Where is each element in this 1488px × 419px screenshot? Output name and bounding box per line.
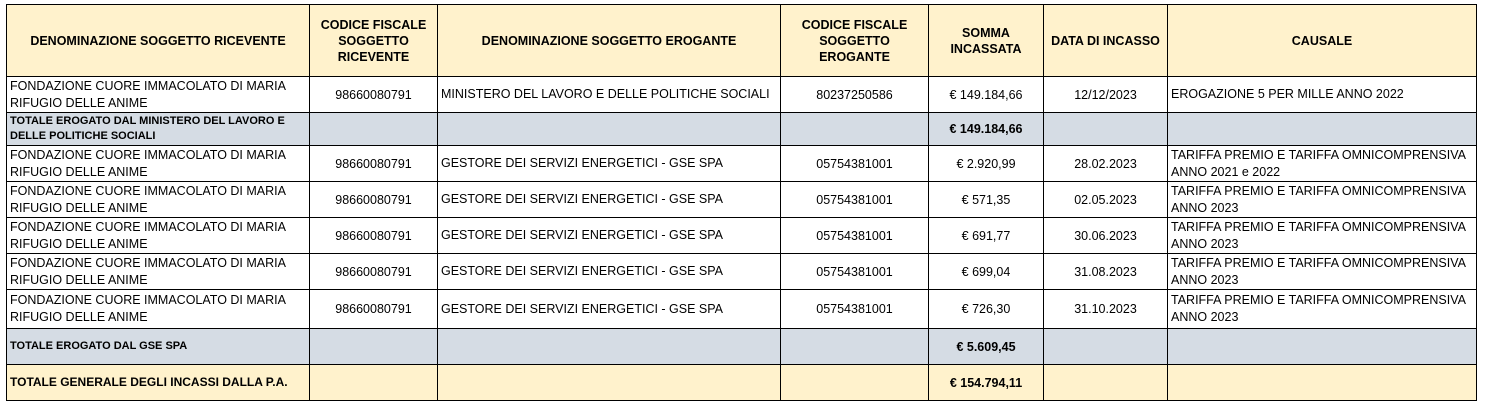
- cell-ricevente: FONDAZIONE CUORE IMMACOLATO DI MARIA RIFUGIO DELLE ANIME: [7, 182, 310, 218]
- cell-data: 31.10.2023: [1044, 290, 1168, 329]
- cell-cf-ricevente: 98660080791: [310, 218, 438, 254]
- cell-ricevente: FONDAZIONE CUORE IMMACOLATO DI MARIA RIFUGIO DELLE ANIME: [7, 254, 310, 290]
- header-ricevente: DENOMINAZIONE SOGGETTO RICEVENTE: [7, 5, 310, 77]
- subtotal-value: € 5.609,45: [929, 329, 1044, 365]
- table-row: [7, 182, 1477, 218]
- empty-cell: [1044, 113, 1168, 146]
- cell-erogante: GESTORE DEI SERVIZI ENERGETICI - GSE SPA: [438, 254, 781, 290]
- table-row: [7, 77, 1477, 113]
- cell-cf-ricevente: 98660080791: [310, 146, 438, 182]
- grand-total-value: € 154.794,11: [929, 365, 1044, 401]
- table-row: [7, 254, 1477, 290]
- cell-erogante: MINISTERO DEL LAVORO E DELLE POLITICHE SOCIALI: [438, 77, 781, 113]
- header-erogante: DENOMINAZIONE SOGGETTO EROGANTE: [438, 5, 781, 77]
- cell-erogante: GESTORE DEI SERVIZI ENERGETICI - GSE SPA: [438, 218, 781, 254]
- cell-cf-ricevente: 98660080791: [310, 290, 438, 329]
- cell-somma: € 2.920,99: [929, 146, 1044, 182]
- cell-cf-erogante: 05754381001: [781, 290, 929, 329]
- cell-causale: TARIFFA PREMIO E TARIFFA OMNICOMPRENSIVA ANNO 2023: [1168, 218, 1477, 254]
- table-row: [7, 218, 1477, 254]
- cell-ricevente: FONDAZIONE CUORE IMMACOLATO DI MARIA RIFUGIO DELLE ANIME: [7, 290, 310, 329]
- cell-cf-erogante: 05754381001: [781, 146, 929, 182]
- empty-cell: [310, 365, 438, 401]
- header-cf-ricevente: CODICE FISCALE SOGGETTO RICEVENTE: [310, 5, 438, 77]
- empty-cell: [781, 365, 929, 401]
- cell-cf-erogante: 05754381001: [781, 254, 929, 290]
- empty-cell: [438, 365, 781, 401]
- cell-somma: € 726,30: [929, 290, 1044, 329]
- cell-cf-erogante: 05754381001: [781, 182, 929, 218]
- empty-cell: [1044, 329, 1168, 365]
- cell-data: 12/12/2023: [1044, 77, 1168, 113]
- cell-causale: TARIFFA PREMIO E TARIFFA OMNICOMPRENSIVA ANNO 2023: [1168, 182, 1477, 218]
- cell-erogante: GESTORE DEI SERVIZI ENERGETICI - GSE SPA: [438, 290, 781, 329]
- subtotal-row-ministero: [7, 113, 1477, 146]
- cell-erogante: GESTORE DEI SERVIZI ENERGETICI - GSE SPA: [438, 182, 781, 218]
- cell-data: 28.02.2023: [1044, 146, 1168, 182]
- cell-data: 31.08.2023: [1044, 254, 1168, 290]
- cell-causale: TARIFFA PREMIO E TARIFFA OMNICOMPRENSIVA ANNO 2023: [1168, 290, 1477, 329]
- header-causale: CAUSALE: [1168, 5, 1477, 77]
- empty-cell: [781, 329, 929, 365]
- cell-cf-erogante: 80237250586: [781, 77, 929, 113]
- cell-somma: € 691,77: [929, 218, 1044, 254]
- empty-cell: [1168, 113, 1477, 146]
- subtotal-row-gse: [7, 329, 1477, 365]
- empty-cell: [438, 329, 781, 365]
- cell-causale: TARIFFA PREMIO E TARIFFA OMNICOMPRENSIVA ANNO 2023: [1168, 254, 1477, 290]
- header-row: [7, 5, 1477, 77]
- cell-ricevente: FONDAZIONE CUORE IMMACOLATO DI MARIA RIFUGIO DELLE ANIME: [7, 146, 310, 182]
- grand-total-row: [7, 365, 1477, 401]
- empty-cell: [1168, 329, 1477, 365]
- cell-ricevente: FONDAZIONE CUORE IMMACOLATO DI MARIA RIFUGIO DELLE ANIME: [7, 77, 310, 113]
- cell-cf-ricevente: 98660080791: [310, 182, 438, 218]
- header-data: DATA DI INCASSO: [1044, 5, 1168, 77]
- cell-somma: € 571,35: [929, 182, 1044, 218]
- empty-cell: [438, 113, 781, 146]
- cell-causale: TARIFFA PREMIO E TARIFFA OMNICOMPRENSIVA ANNO 2021 e 2022: [1168, 146, 1477, 182]
- header-cf-erogante: CODICE FISCALE SOGGETTO EROGANTE: [781, 5, 929, 77]
- cell-data: 30.06.2023: [1044, 218, 1168, 254]
- header-somma: SOMMA INCASSATA: [929, 5, 1044, 77]
- table-row: [7, 146, 1477, 182]
- subtotal-label: TOTALE EROGATO DAL GSE SPA: [7, 329, 310, 365]
- empty-cell: [1168, 365, 1477, 401]
- cell-data: 02.05.2023: [1044, 182, 1168, 218]
- grand-total-label: TOTALE GENERALE DEGLI INCASSI DALLA P.A.: [7, 365, 310, 401]
- cell-somma: € 699,04: [929, 254, 1044, 290]
- empty-cell: [781, 113, 929, 146]
- cell-cf-erogante: 05754381001: [781, 218, 929, 254]
- cell-somma: € 149.184,66: [929, 77, 1044, 113]
- cell-cf-ricevente: 98660080791: [310, 254, 438, 290]
- table-row: [7, 290, 1477, 329]
- cell-erogante: GESTORE DEI SERVIZI ENERGETICI - GSE SPA: [438, 146, 781, 182]
- empty-cell: [1044, 365, 1168, 401]
- cell-causale: EROGAZIONE 5 PER MILLE ANNO 2022: [1168, 77, 1477, 113]
- cell-ricevente: FONDAZIONE CUORE IMMACOLATO DI MARIA RIFUGIO DELLE ANIME: [7, 218, 310, 254]
- subtotal-label: TOTALE EROGATO DAL MINISTERO DEL LAVORO E DELLE POLITICHE SOCIALI: [7, 113, 310, 146]
- subtotal-value: € 149.184,66: [929, 113, 1044, 146]
- empty-cell: [310, 113, 438, 146]
- incassi-table: [6, 4, 1477, 401]
- cell-cf-ricevente: 98660080791: [310, 77, 438, 113]
- empty-cell: [310, 329, 438, 365]
